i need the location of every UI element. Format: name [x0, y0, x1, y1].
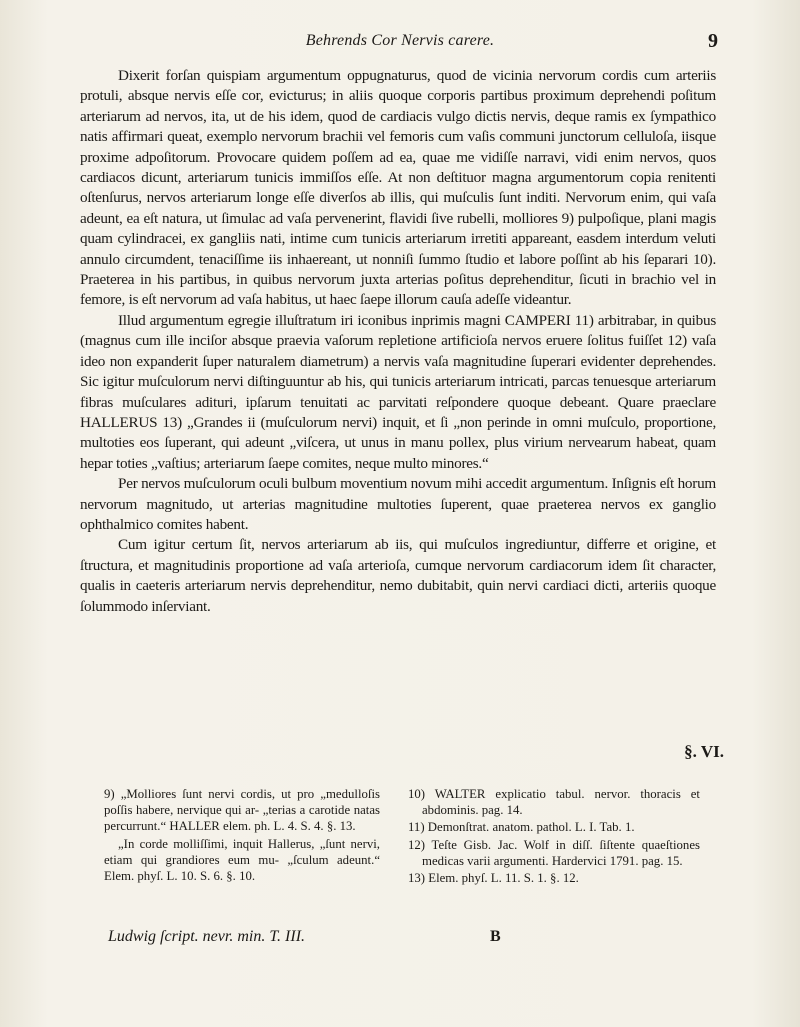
- footnote-10: 10) WALTER explicatio tabul. nervor. thoracis et abdominis. pag. 14.: [408, 787, 700, 818]
- signature-mark: B: [490, 928, 501, 945]
- footnotes-left-column: [104, 786, 380, 885]
- footnote-9-continuation: „In corde molliſſimi, inquit Hallerus, „ſunt nervi, etiam qui grandiores eum mu- „ſculum adeunt.“ Elem. phyſ. L. 10. S. 6. §. 10.: [104, 836, 380, 884]
- page-footer: [0, 928, 800, 952]
- footnotes-right-column: [408, 786, 700, 887]
- signature-line: Ludwig ſcript. nevr. min. T. III.: [108, 928, 306, 945]
- footnote-13: 13) Elem. phyſ. L. 11. S. 1. §. 12.: [408, 871, 579, 886]
- paragraph-4: Cum igitur certum ſit, nervos arteriarum ab iis, qui muſculos ingrediuntur, differre et origine, et ſtructura, et magnitudinis proportione ad vaſa arterioſa, cumque nervorum cardiacorum idem ſit character, qualis in caeteris arteriarum nervis deprehenditur, nemo dubitabit, quin nervi cardiaci dicti, arteriis quoque ſolummodo inſerviant.: [80, 536, 716, 615]
- footnote-12: 12) Teſte Gisb. Jac. Wolf in diſſ. ſiſtente quaeſtiones medicas varii argumenti. Hardervici 1791. pag. 15.: [408, 837, 700, 868]
- running-head: [0, 30, 800, 54]
- main-text: [80, 66, 716, 617]
- footnote-9: 9) „Molliores ſunt nervi cordis, ut pro „medulloſis poſſis habere, nervique qui ar- „terias a carotide natas percurrunt.“ HALLER elem. ph. L. 4. S. 4. §. 13.: [104, 787, 380, 834]
- paragraph-3: Per nervos muſculorum oculi bulbum moventium novum mihi accedit argumentum. Inſignis eſt horum nervorum magnitudo, ut arterias magnitudine multoties ſuperent, quae praeterea nervos ex ganglio ophthalmico comites habent.: [80, 475, 716, 533]
- running-title: Behrends Cor Nervis carere.: [305, 32, 495, 49]
- paragraph-2: Illud argumentum egregie illuſtratum iri iconibus inprimis magni CAMPERI 11) arbitrabar, in quibus (magnus cum ille inciſor absque praevia vaſorum repletione artificioſa nervos eruere ſolitus fuiſſet 12) vaſa ideo non expanderit ſuper naturalem diametrum) a nervis vaſa magnitudine ſuperari evidenter deprehendes. Sic igitur muſculorum nervi diſtinguuntur ab his, qui tunicis arteriarum intricati, parcas tenuesque arteriarum fibras muſculares adituri, ipſarum tenuitati ac parvitati reſpondere quoque debeant. Quare praeclare HALLERUS 13) „Grandes ii (muſculorum nervi) inquit, et ſi „non perinde in omni muſculo, proportione, multoties eos ſuperant, qui adeunt „viſcera, ut unus in manu pollex, plus virium nervearum habeat, quam hepar toties „vaſtius; arteriarum ſaepe comites, neque multo minores.“: [80, 311, 716, 472]
- page-number: 9: [708, 30, 718, 52]
- next-section-mark: §. VI.: [684, 742, 724, 761]
- footnote-11: 11) Demonſtrat. anatom. pathol. L. I. Tab. 1.: [408, 820, 635, 835]
- paragraph-1: Dixerit forſan quispiam argumentum oppugnaturus, quod de vicinia nervorum cordis cum arteriis protuli, absque nervis eſſe cor, evicturus; in aliis quoque corporis partibus proximum deprehendi poſitum arteriarum ad nervos, ita, ut de his idem, quod de cardiacis vulgo dictis nervis, deque ramis ex ſympathico natis affirmari queat, exemplo nervorum brachii vel femoris cum vaſis communi junctorum celluloſa, iisque proxime adpoſitorum. Provocare quidem poſſem ad ea, quae me vidiſſe narravi, vidi enim nervos, quos cardiacos dicunt, arteriarum tunicis immiſſos eſſe. At non deſtituor magna argumentorum copia renitenti oſtenſurus, nervos arteriarum longe eſſe diverſos ab illis, qui muſculis ſunt inditi. Nervorum enim, qui vaſa adeunt, ea eſt natura, ut ſimulac ad vaſa pervenerint, flavidi ſive rubelli, molliores 9) pulpoſique, plani magis quam cylindracei, ex gangliis nati, intime cum tunicis arteriarum irretiti appareant, easdem interdum veluti annulo circumdent, tenaciſſime iis inhaereant, ut nonniſi ſummo ſtudio et labore poſſint ab his ſeparari 10). Praeterea in his partibus, in quibus nervorum juxta arterias poſitus deprehenditur, ſicuti in brachio vel in femore, is eſt nervorum ad vaſa habitus, ut haec ſaepe illorum cauſa adeſſe videantur.: [80, 67, 716, 309]
